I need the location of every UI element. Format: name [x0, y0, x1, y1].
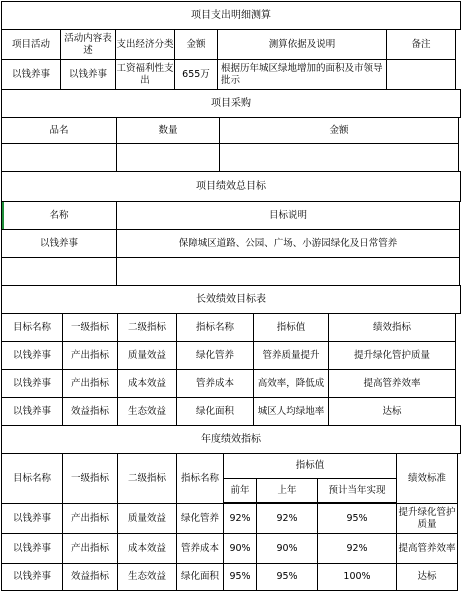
header-remark: 备注: [386, 29, 456, 60]
header-indicator-value: 指标值: [253, 313, 329, 342]
cell-year-before-last: 92%: [223, 503, 257, 534]
header-project-activity: 项目活动: [1, 29, 61, 60]
cell-performance: 达标: [328, 397, 456, 426]
cell-indicator-name: 绿化面积: [176, 563, 224, 591]
cell-last-year: 90%: [256, 533, 318, 564]
cell-level1: 产出指标: [62, 369, 118, 398]
cell-goal-name: 以钱养事: [1, 229, 117, 258]
section5-title: 年度绩效指标: [1, 425, 461, 454]
cell-indicator-value: 高效率，降低成: [253, 369, 329, 398]
spreadsheet: [2, 2, 461, 591]
header-indicator-name: 指标名称: [176, 313, 254, 342]
header-level1: 一级指标: [62, 453, 118, 504]
header-goal-name: 名称: [1, 201, 117, 230]
cell-level2: 成本效益: [117, 533, 177, 564]
indicator-value-group: [223, 453, 397, 504]
table-row: [2, 398, 461, 426]
empty-cell: [1, 143, 117, 172]
cell-basis: 根据历年城区绿地增加的面积及市领导批示: [217, 59, 387, 90]
empty-cell: [116, 143, 220, 172]
section5-header-row: [2, 454, 461, 504]
section3-header-row: [2, 202, 461, 230]
cell-indicator-name: 绿化面积: [176, 397, 254, 426]
cell-year-before-last: 90%: [223, 533, 257, 564]
cell-indicator-name: 绿化管养: [176, 503, 224, 534]
cell-target-name: 以钱养事: [1, 563, 63, 591]
section3-title-row: [2, 172, 461, 202]
cell-level2: 质量效益: [117, 503, 177, 534]
cell-goal-desc: 保障城区道路、公园、广场、小游园绿化及日常管养: [116, 229, 460, 258]
header-quantity: 数量: [116, 117, 220, 144]
cell-last-year: 92%: [256, 503, 318, 534]
cell-remark: [386, 59, 456, 90]
header-expected-this-year: 预计当年实现: [317, 478, 397, 503]
table-row: [2, 564, 461, 591]
cell-project-activity: 以钱养事: [1, 59, 61, 90]
empty-cell: [1, 257, 117, 286]
header-level2: 二级指标: [117, 313, 177, 342]
header-item-name: 品名: [1, 117, 117, 144]
cell-standard: 提高管养效率: [396, 533, 458, 564]
cell-indicator-name: 管养成本: [176, 533, 224, 564]
cell-target-name: 以钱养事: [1, 503, 63, 534]
table-row: [2, 534, 461, 564]
cell-level2: 质量效益: [117, 341, 177, 370]
cell-performance: 提高管养效率: [328, 369, 456, 398]
indicator-subheaders: [223, 478, 397, 503]
section3-empty-row: [2, 258, 461, 286]
table-row: [2, 370, 461, 398]
cell-level1: 产出指标: [62, 341, 118, 370]
cell-target-name: 以钱养事: [1, 341, 63, 370]
header-target-name: 目标名称: [1, 313, 63, 342]
header-amount: 金额: [174, 29, 218, 60]
cell-amount: 655万: [174, 59, 218, 90]
cell-indicator-value: 城区人均绿地率: [253, 397, 329, 426]
table-row: [2, 504, 461, 534]
header-year-before-last: 前年: [223, 478, 257, 503]
section1-title: 项目支出明细测算: [1, 1, 461, 30]
cell-target-name: 以钱养事: [1, 533, 63, 564]
cell-target-name: 以钱养事: [1, 397, 63, 426]
cell-level2: 生态效益: [117, 397, 177, 426]
cell-performance: 提升绿化管护质量: [328, 341, 456, 370]
header-level2: 二级指标: [117, 453, 177, 504]
section3-data-row: [2, 230, 461, 258]
cell-activity-desc: 以钱养事: [60, 59, 116, 90]
cell-level1: 产出指标: [62, 533, 118, 564]
header-level1: 一级指标: [62, 313, 118, 342]
section2-header-row: [2, 118, 461, 144]
section5-title-row: [2, 426, 461, 454]
cell-standard: 提升绿化管护质量: [396, 503, 458, 534]
empty-cell: [116, 257, 460, 286]
cell-expense-class: 工资福利性支出: [115, 59, 175, 90]
section2-empty-row: [2, 144, 461, 172]
header-goal-desc: 目标说明: [116, 201, 460, 230]
section1-title-row: [2, 2, 461, 30]
cell-expected: 95%: [317, 503, 397, 534]
cell-expected: 92%: [317, 533, 397, 564]
section1-data-row: [2, 60, 461, 90]
cell-level1: 产出指标: [62, 503, 118, 534]
section4-title-row: [2, 286, 461, 314]
section4-title: 长效绩效目标表: [1, 285, 461, 314]
cell-indicator-value: 管养质量提升: [253, 341, 329, 370]
header-purchase-amount: 金额: [219, 117, 459, 144]
header-indicator-value: 指标值: [223, 453, 397, 479]
header-activity-desc: 活动内容表述: [60, 29, 116, 60]
cell-last-year: 95%: [256, 563, 318, 591]
header-performance: 绩效指标: [328, 313, 456, 342]
header-basis: 测算依据及说明: [217, 29, 387, 60]
table-row: [2, 342, 461, 370]
cell-standard: 达标: [396, 563, 458, 591]
cell-year-before-last: 95%: [223, 563, 257, 591]
header-indicator-name: 指标名称: [176, 453, 224, 504]
header-expense-class: 支出经济分类: [115, 29, 175, 60]
header-last-year: 上年: [256, 478, 318, 503]
cell-target-name: 以钱养事: [1, 369, 63, 398]
section3-title: 项目绩效总目标: [1, 171, 461, 202]
section2-title: 项目采购: [1, 89, 461, 118]
cell-indicator-name: 绿化管养: [176, 341, 254, 370]
section4-header-row: [2, 314, 461, 342]
cell-level2: 成本效益: [117, 369, 177, 398]
header-performance-standard: 绩效标准: [396, 453, 458, 504]
section1-header-row: [2, 30, 461, 60]
section2-title-row: [2, 90, 461, 118]
cell-indicator-name: 管养成本: [176, 369, 254, 398]
header-target-name: 目标名称: [1, 453, 63, 504]
cell-expected: 100%: [317, 563, 397, 591]
cell-level1: 效益指标: [62, 397, 118, 426]
cell-level2: 生态效益: [117, 563, 177, 591]
cell-level1: 效益指标: [62, 563, 118, 591]
empty-cell: [219, 143, 459, 172]
